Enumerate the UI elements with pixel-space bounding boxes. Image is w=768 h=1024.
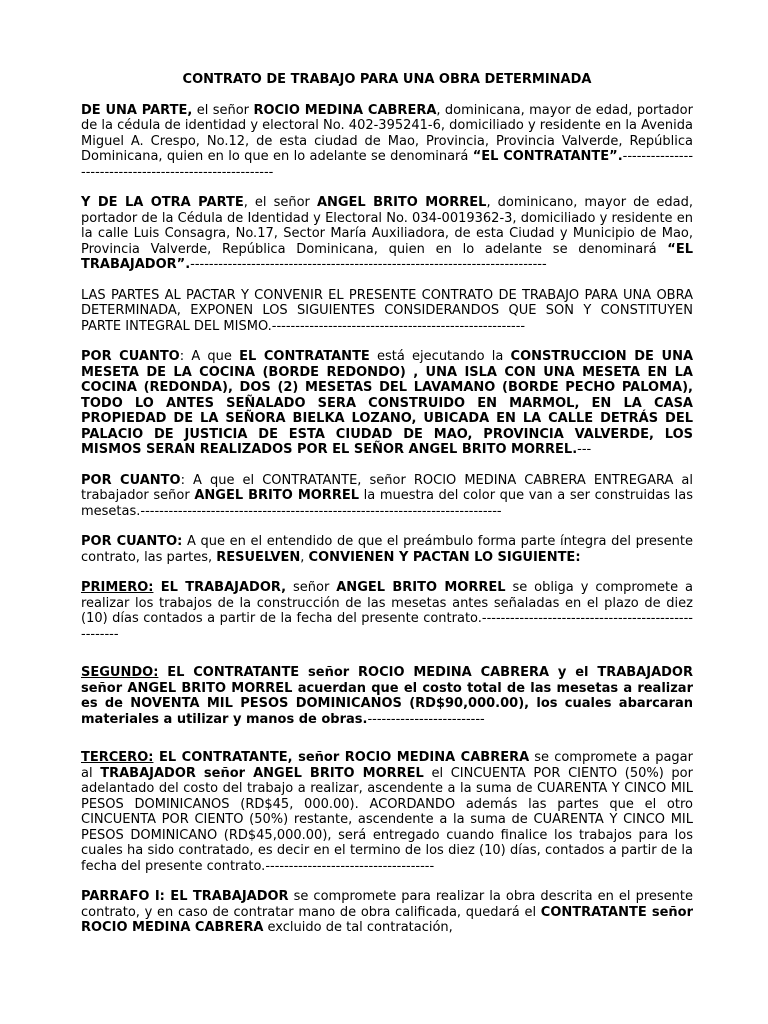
text: se compromete para realizar la obra descrita en el presente contrato, y en caso de contratar mano de obra calificada, quedará el <box>81 889 693 920</box>
text-bold: CONSTRUCCION DE UNA MESETA DE LA COCINA (BORDE REDONDO) , UNA ISLA CON UNA MESETA EN LA COCINA (REDONDA), DOS (2) MESETAS DEL LAVAMANO (BORDE PECHO PALOMA), TODO LO ANTES SEÑALADO SERA CONSTRUIDO EN MARMOL, EN LA CASA PROPIEDAD DE LA SEÑORA BIELKA LOZANO, UBICADA EN LA CALLE DETRÁS DEL PALACIO DE JUSTICIA DE ESTA CIUDAD DE MAO, PROVINCIA VALVERDE, LOS MISMOS SERAN REALIZADOS POR EL SEÑOR ANGEL BRITO MORREL. <box>81 349 694 457</box>
clause-heading: TERCERO: <box>81 750 154 765</box>
dash-filler: ------------------------------------ <box>265 858 435 874</box>
paragraph-parties-statement <box>81 288 693 335</box>
text: excluido de tal contratación, <box>263 920 453 935</box>
text: : A que <box>179 349 240 364</box>
document-title: CONTRATO DE TRABAJO PARA UNA OBRA DETERMINADA <box>182 72 592 87</box>
clause-second <box>81 665 693 727</box>
dash-filler: ----------------------------------------------------------------------------- <box>140 503 502 519</box>
clause-heading: PRIMERO: <box>81 580 154 595</box>
text: se obliga y compromete a realizar los trabajos de la construcción de las mesetas antes señaladas en el plazo de diez (10) días contados a partir de la fecha del presente contrato. <box>81 580 693 626</box>
whereas-heading: POR CUANTO <box>81 349 180 364</box>
text: : A que el CONTRATANTE, señor ROCIO MEDINA CABRERA ENTREGARA al trabajador señor <box>81 472 693 503</box>
worker-name: ANGEL BRITO MORREL <box>194 488 359 503</box>
text-bold: EL CONTRATANTE, señor ROCIO MEDINA CABRERA <box>153 750 530 765</box>
text-bold: RESUELVEN <box>216 549 301 565</box>
paragraph-second-party <box>81 195 693 273</box>
paragraph-first-party <box>81 103 693 181</box>
text: A que en el entendido de que el preámbulo forma parte íntegra del presente contrato, las partes, <box>81 534 693 565</box>
text: se compromete a pagar al <box>81 750 693 781</box>
second-party-heading: Y DE LA OTRA PARTE <box>81 195 244 210</box>
parrafo-heading: PARRAFO I: EL TRABAJADOR <box>81 889 289 904</box>
text-bold: EL TRABAJADOR, <box>153 580 287 595</box>
text: el señor <box>192 102 254 118</box>
text-bold: EL CONTRATANTE <box>239 349 370 364</box>
text: , dominicana, mayor de edad, portador de la cédula de identidad y electoral No. 402-395241-6, domiciliado y residente en la Avenida Miguel A. Crespo, No.12, de esta ciudad de Mao, Provincia, Provincia Valverde, República Dominicana, quien en lo que en lo adelante se denominará <box>81 102 693 164</box>
text-bold: TRABAJADOR señor ANGEL BRITO MORREL <box>100 765 424 781</box>
text: señor <box>286 580 337 595</box>
clause-first <box>81 580 693 642</box>
dash-filler: -------------------------------------------------------- <box>81 149 694 180</box>
contractor-name: ROCIO MEDINA CABRERA <box>253 102 437 118</box>
whereas-heading: POR CUANTO <box>81 472 181 488</box>
paragraph-parrafo-1 <box>81 889 693 936</box>
worker-name: ANGEL BRITO MORREL <box>316 195 487 210</box>
first-party-heading: DE UNA PARTE, <box>81 102 193 118</box>
dash-filler: --- <box>577 442 592 457</box>
dash-filler: ------------------------- <box>367 711 485 727</box>
dash-filler: ----------------------------------------------------- <box>81 611 693 642</box>
dash-filler: ------------------------------------------------------ <box>271 318 526 334</box>
paragraph-whereas-3 <box>81 534 693 565</box>
text: , el señor <box>243 195 317 210</box>
paragraph-whereas-1 <box>81 349 693 458</box>
text-bold: EL CONTRATANTE señor ROCIO MEDINA CABRERA y el TRABAJADOR señor ANGEL BRITO MORREL acuerdan que el costo total de las mesetas a realizar es de NOVENTA MIL PESOS DOMINICANOS (RD$90,000.00), los cuales abarcaran materiales a utilizar y manos de obras. <box>81 665 693 727</box>
whereas-heading: POR CUANTO: <box>81 534 183 549</box>
text: , <box>300 549 309 565</box>
text-bold: CONVIENEN Y PACTAN LO SIGUIENTE: <box>308 549 581 565</box>
paragraph-whereas-2 <box>81 473 693 520</box>
text: , dominicano, mayor de edad, portador de la Cédula de Identidad y Electoral No. 034-0019362-3, domiciliado y residente en la calle Luis Consagra, No.17, Sector María Auxiliadora, de esta Ciudad y Municipio de Mao, Provincia Valverde, República Dominicana, quien en lo adelante se denominará <box>81 195 693 257</box>
clause-heading: SEGUNDO: <box>81 665 159 680</box>
contractor-alias: “EL CONTRATANTE”. <box>472 149 623 164</box>
worker-name: ANGEL BRITO MORREL <box>336 580 506 595</box>
dash-filler: ---------------------------------------------------------------------------- <box>190 257 547 272</box>
worker-alias: “EL TRABAJADOR”. <box>81 241 693 272</box>
text-bold: CONTRATANTE señor ROCIO MEDINA CABRERA <box>81 904 693 935</box>
clause-third <box>81 750 693 874</box>
text: la muestra del color que van a ser construidas las mesetas. <box>81 488 694 519</box>
text: el CINCUENTA POR CIENTO (50%) por adelantado del costo del trabajo a realizar, ascendente a la suma de CUARENTA Y CINCO MIL PESOS DOMINICANOS (RD$45, 000.00). ACORDANDO además las partes que el otro CINCUENTA POR CIENTO (50%) restante, ascendente a la suma de CUARENTA Y CINCO MIL PESOS DOMINICANO (RD$45,000.00), será entregado cuando finalice los trabajos para los cuales ha sido contratado, es decir en el termino de los diez (10) días, contados a partir de la fecha del presente contrato. <box>81 765 693 874</box>
text: LAS PARTES AL PACTAR Y CONVENIR EL PRESENTE CONTRATO DE TRABAJO PARA UNA OBRA DETERMINADA, EXPONEN LOS SIGUIENTES CONSIDERANDOS QUE SON Y CONSTITUYEN PARTE INTEGRAL DEL MISMO. <box>81 287 693 334</box>
text: está ejecutando la <box>369 349 511 364</box>
